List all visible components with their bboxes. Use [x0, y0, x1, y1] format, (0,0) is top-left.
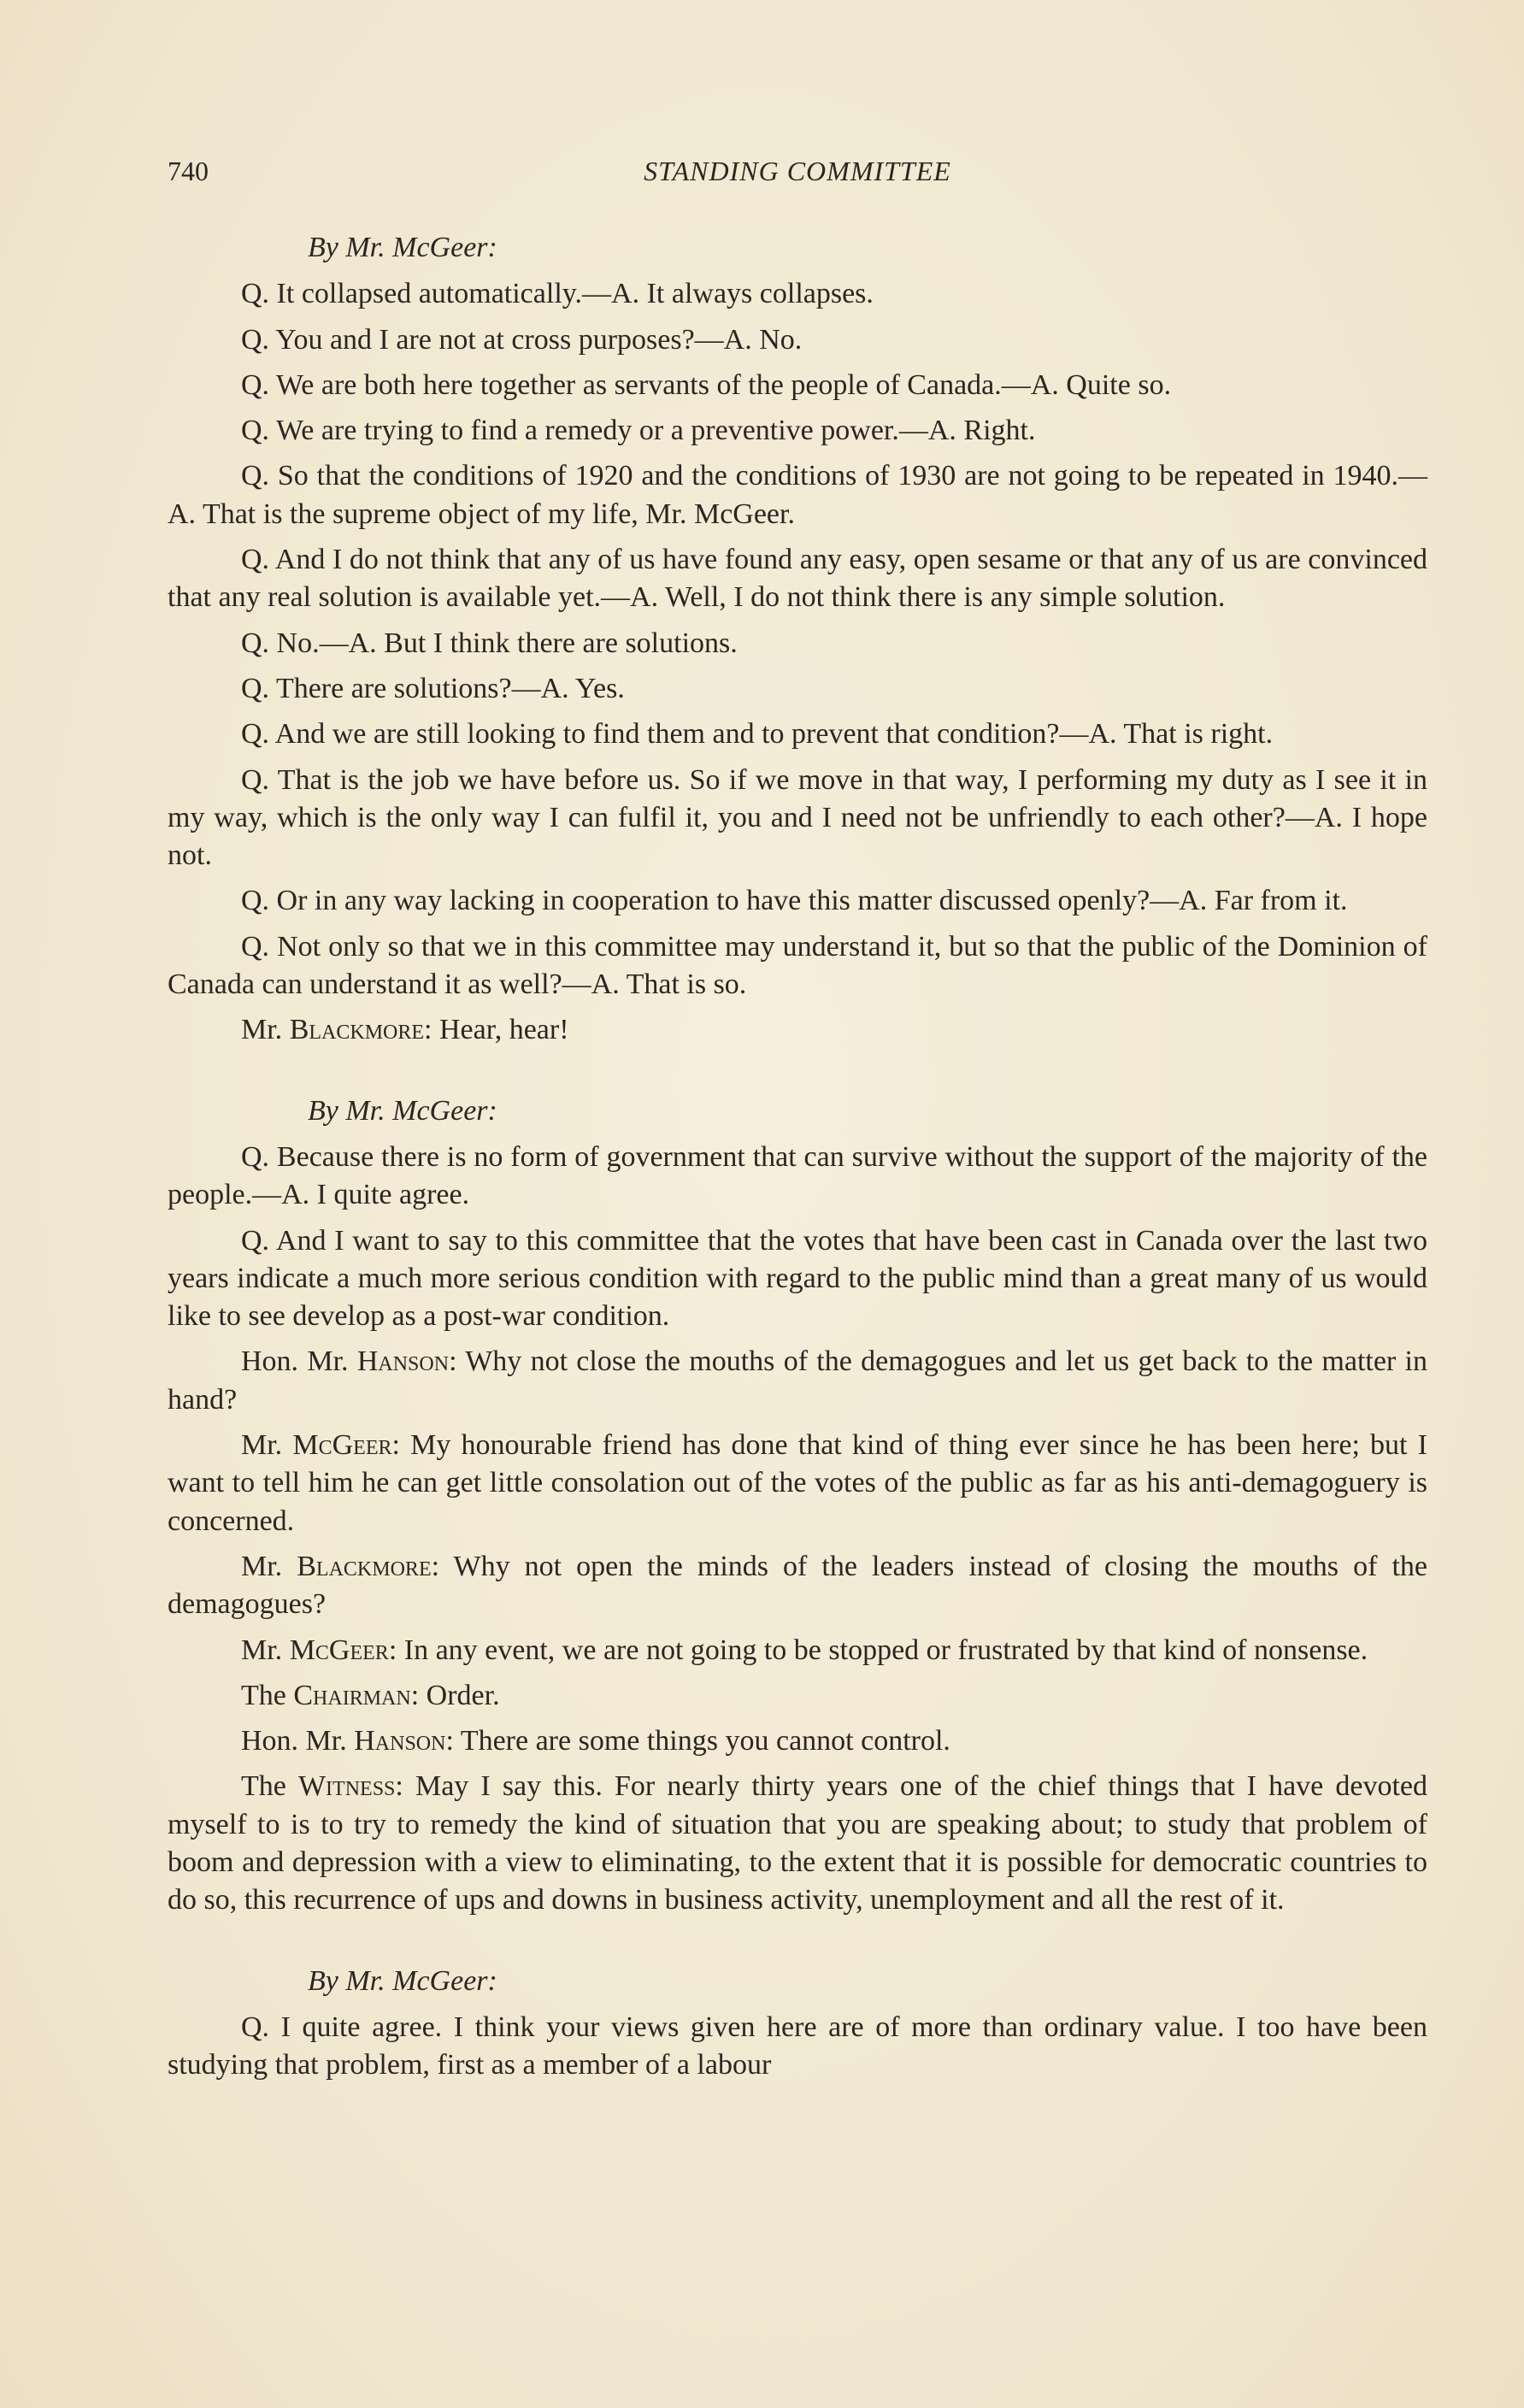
speech-paragraph: Mr. McGeer: In any event, we are not going to be stopped or frustrated by that kind of nonsense. [241, 1634, 1368, 1666]
speech-text: My honourable friend has done that kind of thing ever since he has been here; but I want to tell him he can get little consolation out of the votes of the public as far as his anti-demagoguery is concerned. [168, 1429, 1428, 1537]
speaker-title: Mr. [241, 1014, 283, 1046]
speaker-name: Chairman [293, 1679, 411, 1711]
speaker-title: The [241, 1770, 286, 1803]
speech-text: Why not close the mouths of the demagogues and let us get back to the matter in hand? [168, 1345, 1427, 1416]
qa-paragraph: Q. We are trying to find a remedy or a preventive power.—A. Right. [241, 415, 1036, 447]
page-header [168, 156, 1427, 195]
qa-paragraph: Q. Not only so that we in this committee may understand it, but so that the public of the Dominion of Canada can understand it as well?—A. That is so. [168, 930, 1427, 1001]
speaker-name: Hanson [356, 1345, 450, 1378]
qa-paragraph: Q. And we are still looking to find them and to prevent that condition?—A. That is right. [241, 718, 1274, 751]
qa-paragraph: Q. You and I are not at cross purposes?—A. No. [241, 323, 803, 356]
speaker-name: Witness [297, 1770, 396, 1803]
speaker-title: Mr. [241, 1429, 283, 1462]
running-head: STANDING COMMITTEE [644, 156, 951, 186]
qa-paragraph: Q. And I do not think that any of us have found any easy, open sesame or that any of us are convinced that any real solution is available yet.—A. Well, I do not think there is any simple solution. [168, 544, 1427, 614]
qa-paragraph: Q. It collapsed automatically.—A. It always collapses. [241, 278, 874, 310]
qa-paragraph: Q. There are solutions?—A. Yes. [241, 672, 625, 704]
qa-paragraph: Q. I quite agree. I think your views given here are of more than ordinary value. I too have been studying that problem, first as a member of a labour [168, 2011, 1427, 2081]
speech-text: Hear, hear! [439, 1014, 569, 1046]
speech-paragraph: Mr. Blackmore: Why not open the minds of the leaders instead of closing the mouths of the demagogues? [168, 1550, 1427, 1621]
qa-paragraph: Q. That is the job we have before us. So if we move in that way, I performing my duty as I see it in my way, which is the only way I can fulfil it, you and I need not be unfriendly to each other?—A. I hope not. [168, 763, 1427, 872]
qa-paragraph: Q. Because there is no form of government that can survive without the support of the majority of the people.—A. I quite agree. [168, 1140, 1427, 1211]
qa-paragraph: Q. We are both here together as servants of the people of Canada.—A. Quite so. [241, 368, 1172, 401]
speaker-name: McGeer [289, 1634, 389, 1666]
section-heading: By Mr. McGeer: [308, 232, 497, 263]
speech-text: Order. [426, 1679, 500, 1711]
speaker-name: Hanson [354, 1725, 446, 1757]
speaker-title: The [241, 1679, 286, 1711]
speaker-name: Blackmore [297, 1550, 432, 1582]
qa-paragraph: Q. Or in any way lacking in cooperation to have this matter discussed openly?—A. Far from it. [241, 885, 1348, 917]
document-body [168, 229, 1427, 2092]
speech-paragraph: Mr. Blackmore: Hear, hear! [241, 1014, 569, 1046]
speech-paragraph: The Witness: May I say this. For nearly thirty years one of the chief things that I have devoted myself to is to try to remedy the kind of situation that you are speaking about; to study that problem of boom and depression with a view to eliminating, to the extent that it is possible for democratic countries to do so, this recurrence of ups and downs in business activity, unemployment and all the rest of it. [168, 1770, 1427, 1916]
page-number: 740 [168, 156, 209, 186]
speech-text: May I say this. For nearly thirty years one of the chief things that I have devoted myself to is to try to remedy the kind of situation that you are speaking about; to study that problem of boom and depression with a view to eliminating, to the extent that it is possible for democratic countries to do so, this recurrence of ups and downs in business activity, unemployment and all the rest of it. [168, 1770, 1427, 1916]
speaker-name: Blackmore [289, 1014, 425, 1046]
speech-paragraph: The Chairman: Order. [241, 1679, 500, 1711]
speech-text: In any event, we are not going to be stopped or frustrated by that kind of nonsense. [403, 1634, 1368, 1666]
speech-paragraph: Mr. McGeer: My honourable friend has done that kind of thing ever since he has been here; but I want to tell him he can get little consolation out of the votes of the public as far as his anti-demagoguery is concerned. [168, 1429, 1428, 1537]
section-heading: By Mr. McGeer: [308, 1964, 497, 1997]
speaker-title: Hon. Mr. [241, 1345, 349, 1378]
speech-text: There are some things you cannot control. [460, 1725, 950, 1757]
speaker-title: Hon. Mr. [241, 1725, 347, 1757]
speech-paragraph: Hon. Mr. Hanson: There are some things you cannot control. [241, 1725, 950, 1757]
section-heading: By Mr. McGeer: [308, 1094, 497, 1127]
speaker-name: McGeer [292, 1429, 392, 1462]
speech-paragraph: Hon. Mr. Hanson: Why not close the mouths of the demagogues and let us get back to the matter in hand? [168, 1345, 1427, 1416]
speaker-title: Mr. [241, 1550, 283, 1582]
speaker-title: Mr. [241, 1634, 283, 1666]
qa-paragraph: Q. No.—A. But I think there are solutions. [241, 627, 738, 659]
speech-text: Why not open the minds of the leaders instead of closing the mouths of the demagogues? [168, 1550, 1427, 1621]
qa-paragraph: Q. So that the conditions of 1920 and the conditions of 1930 are not going to be repeated in 1940.—A. That is the supreme object of my life, Mr. McGeer. [168, 460, 1427, 530]
qa-paragraph: Q. And I want to say to this committee that the votes that have been cast in Canada over the last two years indicate a much more serious condition with regard to the public mind than a great many of us would like to see develop as a post-war condition. [168, 1224, 1427, 1333]
